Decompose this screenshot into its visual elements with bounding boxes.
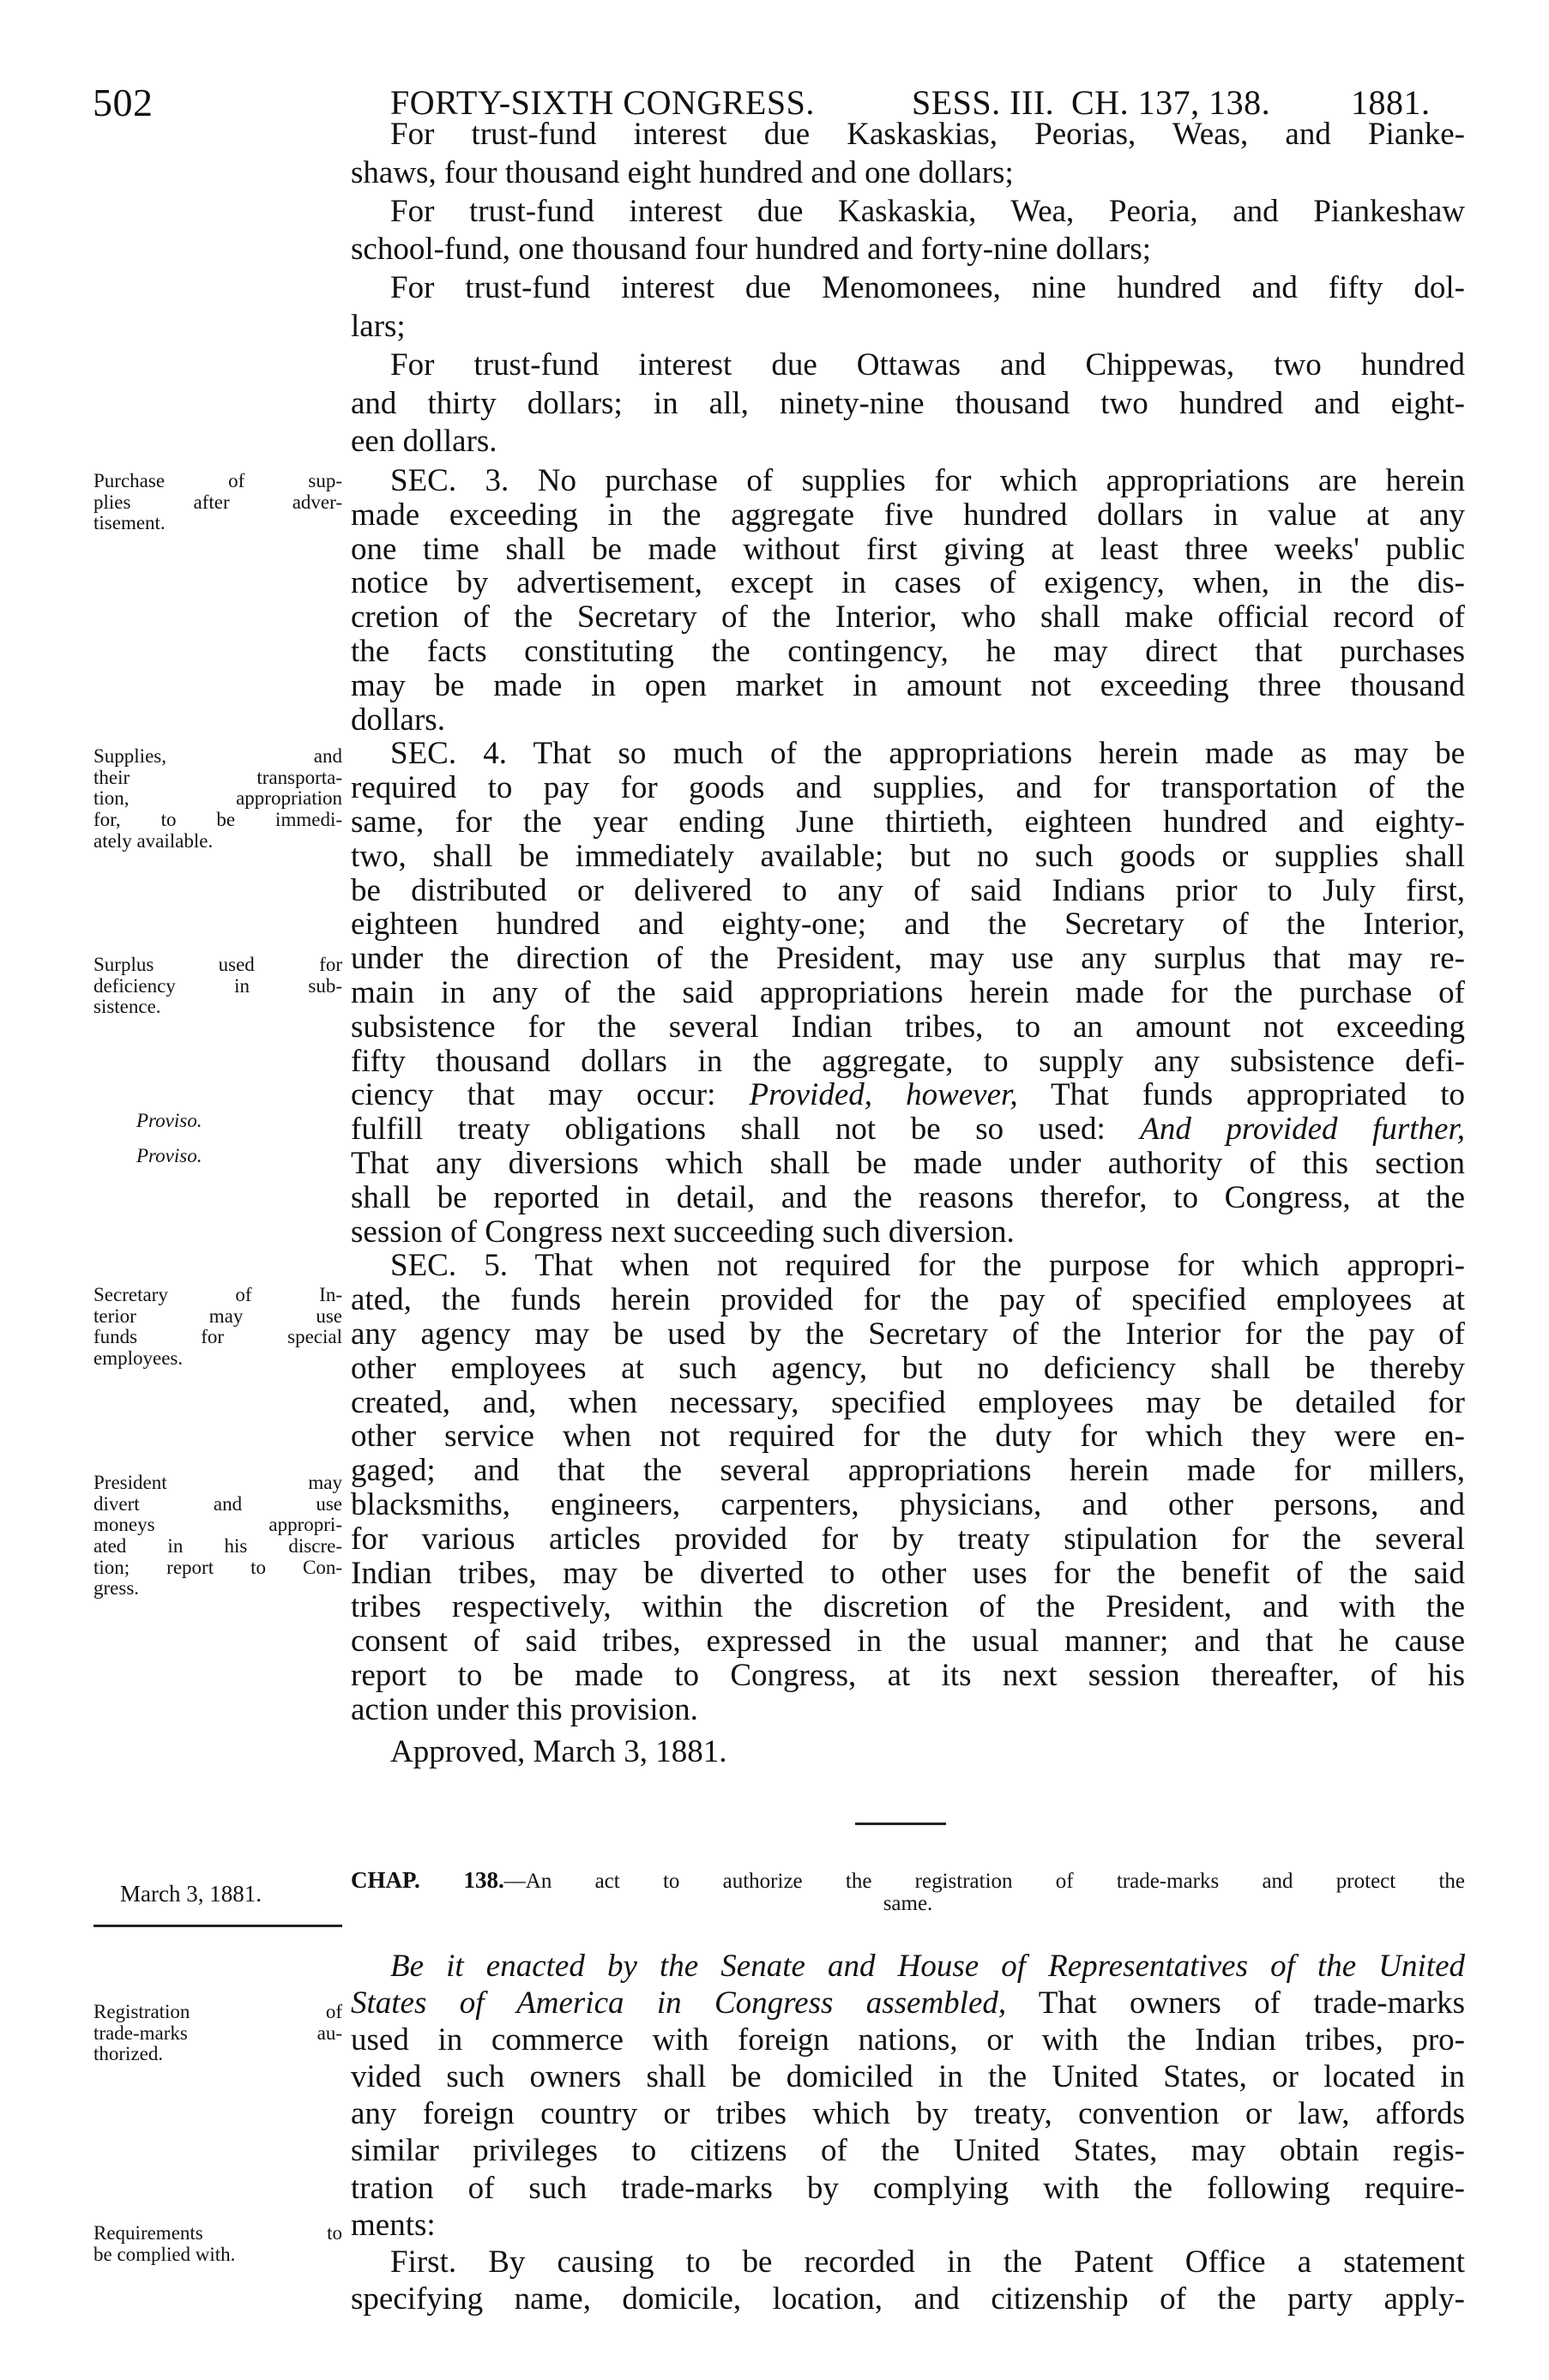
text-line: under the direction of the President, may use any surplus that may re- bbox=[351, 941, 1465, 977]
paragraph bbox=[351, 346, 1465, 461]
running-head-chapters: CH. 137, 138. bbox=[1071, 83, 1271, 122]
margin-note-line: Requirements to bbox=[93, 2222, 342, 2244]
margin-note-president-may-divert bbox=[93, 1473, 342, 1600]
text-line: eighteen hundred and eighty-one; and the Secretary of the Interior, bbox=[351, 907, 1465, 943]
margin-note-line: employees. bbox=[93, 1347, 184, 1370]
text-line: First. By causing to be recorded in the Patent Office a statement bbox=[390, 2244, 1465, 2280]
text-line bbox=[351, 1112, 1465, 1147]
text-line: main in any of the said appropriations herein made for the purchase of bbox=[351, 974, 1465, 1010]
paragraph bbox=[351, 269, 1465, 346]
text-line bbox=[351, 1948, 1465, 1985]
margin-note-line: sistence. bbox=[93, 996, 161, 1018]
approval-date: Approved, March 3, 1881. bbox=[390, 1734, 727, 1769]
chapter-138-text bbox=[351, 1948, 1465, 2317]
margin-note-line: tisement. bbox=[93, 512, 166, 534]
text-line: consent of said tribes, expressed in the usual manner; and that he cause bbox=[351, 1624, 1465, 1660]
text-line: notice by advertisement, except in cases of exigency, when, in the dis- bbox=[351, 565, 1465, 601]
margin-note-line: President may bbox=[93, 1472, 342, 1493]
margin-note-line: Proviso. bbox=[136, 1110, 202, 1131]
margin-note-line: funds for special bbox=[93, 1326, 342, 1348]
text-line: For trust-fund interest due Menomonees, nine hundred and fifty dol- bbox=[390, 270, 1465, 306]
text-line: action under this provision. bbox=[351, 1691, 698, 1727]
margin-note-line: tion, appropriation bbox=[93, 787, 342, 810]
text-line: any foreign country or tribes which by treaty, convention or law, affords bbox=[351, 2096, 1465, 2132]
text-line: school-fund, one thousand four hundred and forty-nine dollars; bbox=[351, 232, 1152, 268]
chapter-number: CHAP. 138. bbox=[351, 1867, 504, 1893]
page-number: 502 bbox=[93, 81, 154, 124]
text-line: session of Congress next succeeding such diversion. bbox=[351, 1214, 1015, 1250]
text-line: blacksmiths, engineers, carpenters, physicians, and other persons, and bbox=[351, 1486, 1465, 1522]
chapter-date: March 3, 1881. bbox=[120, 1881, 262, 1907]
running-head-session: SESS. III. bbox=[912, 83, 1055, 122]
margin-note-proviso-2 bbox=[136, 1146, 385, 1167]
text-line: other service when not required for the duty for which they were en- bbox=[351, 1419, 1465, 1455]
chapter-138-heading bbox=[351, 1868, 1465, 1894]
margin-note-registration-authorized bbox=[93, 2002, 342, 2065]
text-line: een dollars. bbox=[351, 424, 497, 460]
margin-note-surplus-used bbox=[93, 955, 342, 1018]
margin-note-secretary-of-interior bbox=[93, 1285, 342, 1370]
text-line: For trust-fund interest due Kaskaskias, Peorias, Weas, and Pianke- bbox=[390, 117, 1465, 152]
text-line: SEC. 5. That when not required for the purpose for which appropri- bbox=[390, 1248, 1465, 1284]
text-line: tration of such trade-marks by complying with the following require- bbox=[351, 2170, 1465, 2206]
running-head-year: 1881. bbox=[1351, 83, 1431, 122]
italic-phrase: And provided further, bbox=[1140, 1112, 1465, 1148]
text-line: two, shall be immediately available; but no such goods or supplies shall bbox=[351, 838, 1465, 874]
margin-note-line: for, to be immedi- bbox=[93, 809, 342, 831]
chapter-137-sections bbox=[351, 464, 1465, 1726]
text-line: and thirty dollars; in all, ninety-nine thousand two hundred and eight- bbox=[351, 385, 1465, 421]
text-line: For trust-fund interest due Kaskaskia, Wea, Peoria, and Piankeshaw bbox=[390, 193, 1465, 229]
text-line: lars; bbox=[351, 308, 406, 344]
text-line: subsistence for the several Indian tribes, to an amount not exceeding bbox=[351, 1009, 1465, 1045]
running-head-congress: FORTY-SIXTH CONGRESS. bbox=[390, 83, 815, 122]
margin-note-line: moneys appropri- bbox=[93, 1514, 342, 1536]
text-line: similar privileges to citizens of the United States, may obtain regis- bbox=[351, 2133, 1465, 2169]
text-segment: That owners of trade-marks bbox=[1006, 1985, 1466, 2021]
chapter-title: —An act to authorize the registration of trade-marks and protect the bbox=[503, 1870, 1465, 1893]
text-line: shaws, four thousand eight hundred and one dollars; bbox=[351, 154, 1014, 190]
text-line: any agency may be used by the Secretary of the Interior for the pay of bbox=[351, 1316, 1465, 1352]
text-segment: That funds appropriated to bbox=[1017, 1077, 1465, 1113]
margin-note-line: tion; report to Con- bbox=[93, 1556, 342, 1578]
text-line bbox=[351, 1078, 1465, 1112]
text-line: ments: bbox=[351, 2207, 436, 2243]
margin-note-purchase-of-supplies bbox=[93, 471, 342, 534]
text-line: ated, the funds herein provided for the pay of specified employees at bbox=[351, 1282, 1465, 1318]
margin-note-line: ated in his discre- bbox=[93, 1535, 342, 1558]
text-line: shall be reported in detail, and the reasons therefor, to Congress, at the bbox=[351, 1179, 1465, 1215]
text-line: SEC. 4. That so much of the appropriations herein made as may be bbox=[390, 736, 1465, 772]
paragraph bbox=[351, 116, 1465, 193]
chapter-title-continued: same. bbox=[883, 1892, 933, 1915]
margin-note-line: gress. bbox=[93, 1577, 140, 1600]
text-line: For trust-fund interest due Ottawas and Chippewas, two hundred bbox=[390, 346, 1465, 383]
text-line: the facts constituting the contingency, he may direct that purchases bbox=[351, 633, 1465, 669]
margin-note-line: trade-marks au- bbox=[93, 2021, 342, 2044]
italic-phrase: Be it enacted by the Senate and House of Representatives of the United bbox=[390, 1949, 1465, 1984]
text-line: vided such owners shall be domiciled in the United States, or located in bbox=[351, 2059, 1465, 2095]
margin-note-line: Surplus used for bbox=[93, 954, 342, 975]
italic-phrase: States of America in Congress assembled, bbox=[351, 1985, 1007, 2021]
margin-note-line: be complied with. bbox=[93, 2243, 236, 2265]
text-line: made exceeding in the aggregate five hundred dollars in value at any bbox=[351, 497, 1465, 533]
text-line: That any diversions which shall be made under authority of this section bbox=[351, 1145, 1465, 1181]
margin-note-proviso-1 bbox=[136, 1111, 385, 1132]
text-line: required to pay for goods and supplies, and for transportation of the bbox=[351, 770, 1465, 806]
margin-note-requirements bbox=[93, 2223, 342, 2265]
text-line: other employees at such agency, but no deficiency shall be thereby bbox=[351, 1350, 1465, 1386]
text-line: be distributed or delivered to any of said Indians prior to July first, bbox=[351, 872, 1465, 908]
text-line: used in commerce with foreign nations, or with the Indian tribes, pro- bbox=[351, 2022, 1465, 2058]
text-line bbox=[351, 1985, 1465, 2021]
margin-note-line: Registration of bbox=[93, 2001, 342, 2022]
text-line: gaged; and that the several appropriations herein made for millers, bbox=[351, 1453, 1465, 1489]
text-line: may be made in open market in amount not exceeding three thousand bbox=[351, 667, 1465, 703]
margin-note-line: Proviso. bbox=[136, 1145, 202, 1166]
text-line: dollars. bbox=[351, 702, 445, 738]
text-segment: ciency that may occur: bbox=[351, 1077, 750, 1113]
margin-note-line: ately available. bbox=[93, 829, 214, 852]
text-line: same, for the year ending June thirtieth, eighteen hundred and eighty- bbox=[351, 804, 1465, 840]
text-line: one time shall be made without first giving at least three weeks' public bbox=[351, 531, 1465, 567]
paragraph bbox=[351, 1249, 1465, 1726]
margin-note-line: deficiency in sub- bbox=[93, 974, 342, 997]
margin-note-line: terior may use bbox=[93, 1304, 342, 1327]
paragraph bbox=[351, 193, 1465, 270]
italic-phrase: Provided, however, bbox=[749, 1077, 1018, 1113]
margin-note-line: their transporta- bbox=[93, 766, 342, 788]
margin-note-line: Supplies, and bbox=[93, 745, 342, 767]
margin-note-line: plies after adver- bbox=[93, 491, 342, 513]
date-underline bbox=[93, 1925, 342, 1927]
margin-note-line: thorized. bbox=[93, 2043, 164, 2065]
section-divider bbox=[855, 1823, 946, 1825]
margin-note-line: Purchase of sup- bbox=[93, 470, 342, 491]
text-line: created, and, when necessary, specified employees may be detailed for bbox=[351, 1384, 1465, 1420]
margin-note-line: divert and use bbox=[93, 1492, 342, 1515]
paragraph bbox=[351, 1948, 1465, 2244]
margin-note-supplies-transportation bbox=[93, 746, 342, 852]
text-line: tribes respectively, within the discretion of the President, and with the bbox=[351, 1589, 1465, 1625]
text-line: SEC. 3. No purchase of supplies for which appropriations are herein bbox=[390, 463, 1465, 498]
text-line: specifying name, domicile, location, and citizenship of the party apply- bbox=[351, 2281, 1465, 2317]
text-line: fifty thousand dollars in the aggregate, to supply any subsistence defi- bbox=[351, 1043, 1465, 1079]
margin-note-line: Secretary of In- bbox=[93, 1284, 342, 1305]
text-line: Indian tribes, may be diverted to other uses for the benefit of the said bbox=[351, 1555, 1465, 1591]
paragraph bbox=[351, 737, 1465, 1249]
paragraph bbox=[351, 2244, 1465, 2317]
text-line: report to be made to Congress, at its next session thereafter, of his bbox=[351, 1657, 1465, 1693]
trust-fund-items bbox=[351, 116, 1465, 461]
text-line: cretion of the Secretary of the Interior, who shall make official record of bbox=[351, 600, 1465, 636]
paragraph bbox=[351, 464, 1465, 737]
text-segment: fulfill treaty obligations shall not be so used: bbox=[351, 1112, 1141, 1148]
text-line: for various articles provided for by treaty stipulation for the several bbox=[351, 1521, 1465, 1557]
